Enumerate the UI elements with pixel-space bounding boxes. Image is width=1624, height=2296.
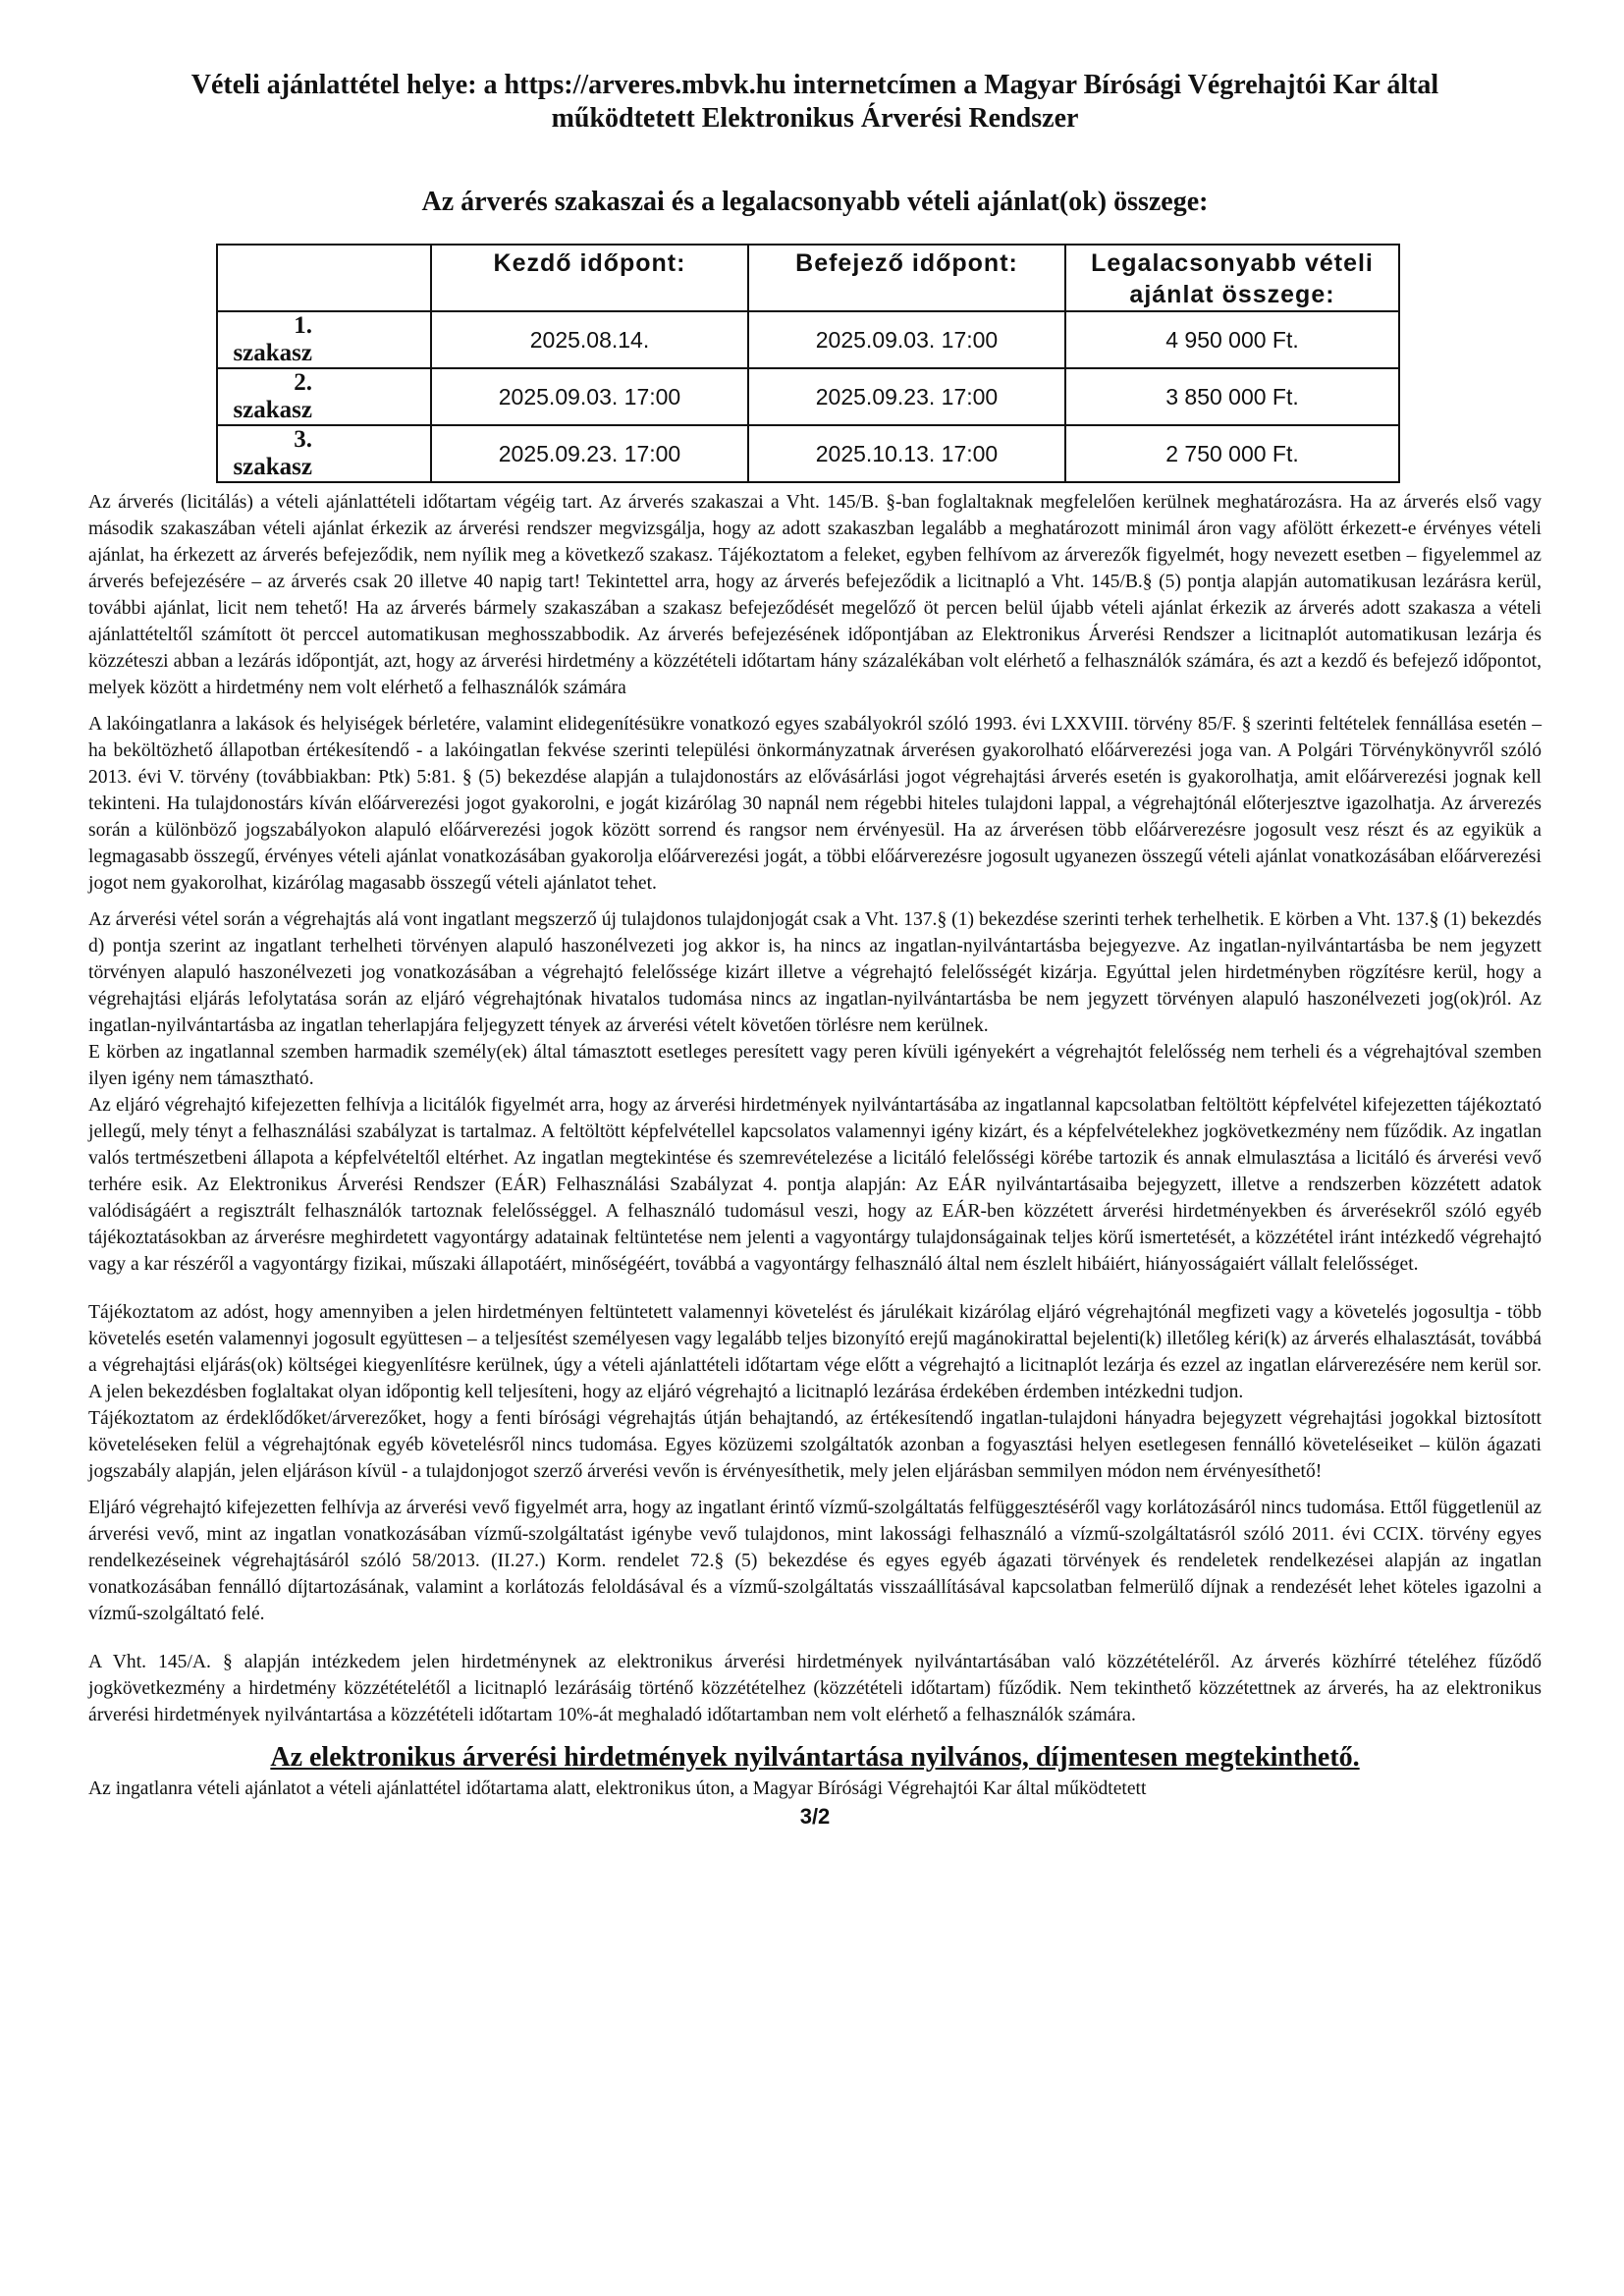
paragraph: Az eljáró végrehajtó kifejezetten felhívja a licitálók figyelmét arra, hogy az árverési hirdetmények nyilvántartásába az ingatlannal kapcsolatban feltöltött képfelvétel kifejezetten tájékoztató jellegű, mely tényt a felhasználási szabályzat is tartalmaz. A feltöltött képfelvétellel kapcsolatos valamennyi igény kizárt, és a képfelvételekhez jogkövetkezmény nem fűződik. Az ingatlan valós tertmészetbeni állapota a képfelvételtől eltérhet. Az ingatlan megtekintése és szemrevételezése a licitáló felelősségi körébe tartozik és annak elmulasztása a licitáló és árverési vevő terhére esik. Az Elektronikus Árverési Rendszer (EÁR) Felhasználási Szabályzat 4. pontja alapján: Az EÁR nyilvántartásaiba bejegyzett, illetve a rendszerben közzétett adatok valódiságáért a regisztrált felhasználók tartoznak felelősséggel. A felhasználó tudomásul veszi, hogy az EÁR-ben közzétett árverési hirdetményekben és árverésekről szóló egyéb tájékoztatásokban az árverésre meghirdetett vagyontárgy adatainak feltüntetése nem jelenti a vagyontárgy tulajdonságainak teljes körű ismertetését, a közzététel iránt intézkedő végrehajtó vagy a kar részéről a vagyontárgy fizikai, műszaki állapotáért, minőségéért, továbbá a vagyontárgy felhasználó által nem észlelt hibáiért, hiányosságaiért vállalt felelősséget. (88, 1095, 1542, 1275)
paragraph: Eljáró végrehajtó kifejezetten felhívja az árverési vevő figyelmét arra, hogy az ingatlant érintő vízmű-szolgáltatás felfüggesztéséről vagy korlátozásáról nincs tudomása. Ettől függetlenül az árverési vevő, mint az ingatlan vonatkozásában vízmű-szolgáltatást igénybe vevő tulajdonos, mint lakossági felhasználó a vízmű-szolgáltatásról szóló 2011. évi CCIX. törvény egyes rendelkezéseinek végrehajtásáról szóló 58/2013. (II.27.) Korm. rendelet 72.§ (5) bekezdése és egyes egyéb ágazati törvények és rendeletek rendelkezései alapján az ingatlan vonatkozásában fennálló díjtartozásának, valamint a korlátozás feloldásával és a vízmű-szolgáltatás visszaállításával kapcsolatban felmerülő díjnak a rendezését lehet köteles igazolni a vízmű-szolgáltató felé. (88, 1498, 1542, 1624)
table-row (217, 368, 1399, 425)
stage-label: 1. szakasz (217, 311, 431, 368)
auction-stages-table (216, 244, 1400, 483)
page-number: 3/2 (799, 1804, 831, 1829)
table-cell: 4 950 000 Ft. (1065, 311, 1399, 368)
table-header-cell (217, 245, 431, 311)
table-cell: 2 750 000 Ft. (1065, 425, 1399, 482)
table-cell: 2025.08.14. (431, 311, 748, 368)
table-cell: 2025.09.23. 17:00 (748, 368, 1065, 425)
table-cell: 3 850 000 Ft. (1065, 368, 1399, 425)
paragraph: Az árverés (licitálás) a vételi ajánlattételi időtartam végéig tart. Az árverés szakaszai a Vht. 145/B. §-ban foglaltaknak megfelelően kerülnek meghatározásra. Ha az árverés első vagy második szakaszában vételi ajánlat érkezik az árverési rendszer megvizsgálja, hogy az adott szakaszban legalább a meghatározott minimál áron vagy afölött érkezett-e érvényes vételi ajánlat, ha érkezett az árverés befejeződik, nem nyílik meg a következő szakasz. Tájékoztatom a feleket, egyben felhívom az árverezők figyelmét, hogy nevezett esetben – figyelemmel az árverés befejezésére – az árverés csak 20 illetve 40 napig tart! Tekintettel arra, hogy az árverés befejeződik a licitnapló a Vht. 145/B.§ (5) pontja alapján automatikusan lezárásra kerül, további ajánlat, licit nem tehető! Ha az árverés bármely szakaszában a szakasz befejeződését megelőző öt percen belül újabb vételi ajánlat érkezik az árverés adott szakasza a vételi ajánlattételtől számított öt perccel automatikusan meghosszabbodik. Az árverés befejezésének időpontjában az Elektronikus Árverési Rendszer a licitnaplót automatikusan lezárja és közzéteszi abban a lezárás időpontját, azt, hogy az árverési hirdetmény a közzétételi időtartam hány százalékában volt elérhető a felhasználók számára, és azt a kezdő és befejező időpontot, melyek között a hirdetmény nem volt elérhető a felhasználók számára (88, 492, 1542, 698)
document-title (88, 69, 1542, 136)
paragraph: Az ingatlanra vételi ajánlatot a vételi ajánlattétel időtartama alatt, elektronikus úton, a Magyar Bírósági Végrehajtói Kar által működtetett (88, 1778, 1147, 1799)
public-register-notice: Az elektronikus árverési hirdetmények nyilvántartása nyilvános, díjmentesen megtekinthető. (270, 1742, 1360, 1773)
paragraph: A lakóingatlanra a lakások és helyiségek bérletére, valamint elidegenítésükre vonatkozó egyes szabályokról szóló 1993. évi LXXVIII. törvény 85/F. § szerinti feltételek fennállása esetén – ha beköltözhető állapotban értékesítendő - a lakóingatlan fekvése szerinti települési önkormányzatnak árverésen gyakorolható előárverezési joga van. A Polgári Törvénykönyvről szóló 2013. évi V. törvény (továbbiakban: Ptk) 5:81. § (5) bekezdése alapján a tulajdonostárs az elővásárlási jogot végrehajtási árverés esetén is gyakorolhatja, amit előárverezési jognak kell tekinteni. Ha tulajdonostárs kíván előárverezési jogot gyakorolni, e jogát kizárólag 30 napnál nem régebbi hiteles tulajdoni lappal, a végrehajtónál előterjesztve igazolhatja. Az árverezés során a különböző jogszabályokon alapuló előárverezési jogok között sorrend és rangsor nem érvényesül. Ha az árverésen több előárverezésre jogosult vesz részt és az egyikük a legmagasabb összegű, érvényes vételi ajánlat vonatkozásában gyakorolja előárverezési jogát, a többi előárverezésre jogosult ugyanezen összegű vételi ajánlat vonatkozásában előárverezési jogot nem gyakorolhat, kizárólag magasabb összegű vételi ajánlatot tehet. (88, 714, 1542, 894)
table-header-cell: Befejező időpont: (748, 245, 1065, 311)
table-cell: 2025.09.23. 17:00 (431, 425, 748, 482)
title-line-1: Vételi ajánlattétel helye: a https://arveres.mbvk.hu internetcímen a Magyar Bírósági Végrehajtói Kar által (190, 70, 1439, 100)
table-row (217, 425, 1399, 482)
table-header-cell: Kezdő időpont: (431, 245, 748, 311)
table-header-cell: Legalacsonyabb vételi ajánlat összege: (1065, 245, 1399, 311)
paragraph: A Vht. 145/A. § alapján intézkedem jelen hirdetménynek az elektronikus árverési hirdetmények nyilvántartásában való közzétételéről. Az árverés közhírré tételéhez fűződő jogkövetkezmény a hirdetmény közzétételétől a licitnapló lezárásáig történő közzétételhez (közzétételi időtartam) fűződik. Nem tekinthető közzétettnek az árverés, ha az elektronikus árverési hirdetmények nyilvántartása a közzétételi időtartam 10%-át meghaladó időtartamban nem volt elérhető a felhasználók számára. (88, 1652, 1542, 1725)
table-header-row (217, 245, 1399, 311)
title-line-2: működtetett Elektronikus Árverési Rendszer (551, 103, 1079, 134)
section-subtitle: Az árverés szakaszai és a legalacsonyabb vételi ajánlat(ok) összege: (421, 187, 1209, 217)
table-cell: 2025.09.03. 17:00 (431, 368, 748, 425)
paragraph: Tájékoztatom az adóst, hogy amennyiben a jelen hirdetményen feltüntetett valamennyi követelést és járulékait kizárólag eljáró végrehajtónál megfizeti vagy a követelés jogosultja - több követelés esetén valamennyi jogosult együttesen – a teljesítést személyesen vagy legalább teljes bizonyító erejű magánokirattal bejelenti(k) illetőleg kéri(k) az árverés elhalasztását, továbbá a végrehajtási eljárás(ok) költségei kiegyenlítésre kerülnek, úgy a vételi ajánlattételi időtartam vége előtt a végrehajtó a licitnaplót lezárja és ezzel az ingatlan elárverezésére nem kerül sor. A jelen bekezdésben foglaltakat olyan időpontig kell teljesíteni, hogy az eljáró végrehajtó a licitnapló lezárása érdekében érdemben intézkedni tudjon. (88, 1302, 1542, 1402)
stage-label: 3. szakasz (217, 425, 431, 482)
paragraph: E körben az ingatlannal szemben harmadik személy(ek) által támasztott esetleges peresített vagy peren kívüli igényekért a végrehajtót felelősség nem terheli és a végrehajtóval szemben ilyen igény nem támasztható. (88, 1042, 1542, 1089)
document-body (88, 489, 1542, 1728)
document-page (88, 69, 1542, 1830)
table-row (217, 311, 1399, 368)
paragraph: Tájékoztatom az érdeklődőket/árverezőket, hogy a fenti bírósági végrehajtás útján behajtandó, az értékesítendő ingatlan-tulajdoni hányadra bejegyzett végrehajtási jogokkal biztosított követeléseken felül a végrehajtónak egyéb követelésről nincs tudomása. Egyes közüzemi szolgáltatók azonban a fogyasztási helyen esetlegesen fennálló követeléseiket – külön ágazati jogszabály alapján, jelen eljáráson kívül - a tulajdonjogot szerző árverési vevőn is érvényesíthetik, mely jelen eljárásban semmilyen módon nem érvényesíthető! (88, 1408, 1542, 1482)
paragraph: Az árverési vétel során a végrehajtás alá vont ingatlant megszerző új tulajdonos tulajdonjogát csak a Vht. 137.§ (1) bekezdése szerinti terhek terhelhetik. E körben a Vht. 137.§ (1) bekezdés d) pontja szerint az ingatlant terhelheti törvényen alapuló haszonélvezeti jog akkor is, ha nincs az ingatlan-nyilvántartásba bejegyezve. Az ingatlan-nyilvántartásba be nem jegyzett törvényen alapuló haszonélvezeti jog vonatkozásában a végrehajtó felelőssége kizárt illetve a végrehajtó felelősségét kizárja. Egyúttal jelen hirdetményben rögzítésre kerül, hogy a végrehajtási eljárás lefolytatása során az eljáró végrehajtónak hivatalos tudomása nincs az ingatlan-nyilvántartásba be nem jegyzett törvényen alapuló haszonélvezeti jog(ok)ról. Az ingatlan-nyilvántartásba az ingatlan teherlapjára feljegyzett tények az árverési vételt követően törlésre nem kerülnek. (88, 909, 1542, 1036)
stage-label: 2. szakasz (217, 368, 431, 425)
table-cell: 2025.10.13. 17:00 (748, 425, 1065, 482)
table-cell: 2025.09.03. 17:00 (748, 311, 1065, 368)
